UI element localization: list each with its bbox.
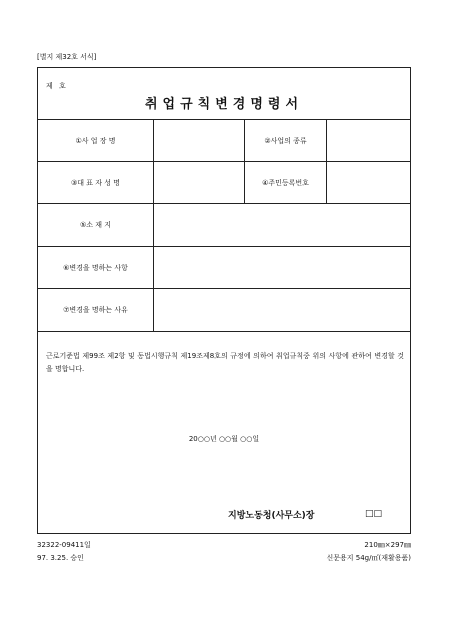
changes-ordered-field[interactable] — [154, 247, 410, 288]
order-statement: 근로기준법 제99조 제2항 및 동법시행규칙 제19조제8호의 규정에 의하여 취업규칙중 위의 사항에 관하여 변경할 것을 명합니다. — [46, 352, 404, 373]
reason-field[interactable] — [154, 289, 410, 331]
document-title: 취업규칙변경명령서 — [144, 97, 304, 112]
representative-field[interactable] — [154, 162, 244, 203]
business-type-label: ②사업의 종류 — [264, 136, 307, 145]
changes-ordered-label: ⑥변경을 명하는 사항 — [63, 263, 128, 272]
representative-label: ③대 표 자 성 명 — [71, 178, 120, 187]
doc-number-label: 제 호 — [46, 82, 68, 90]
divider — [37, 331, 411, 332]
reason-label: ⑦변경을 명하는 사유 — [63, 306, 128, 314]
form-label: [별지 제32호 서식] — [37, 53, 97, 61]
resident-number-field[interactable] — [327, 162, 410, 203]
business-name-field[interactable] — [154, 120, 244, 161]
issuer-name: 지방노동청(사무소)장 — [228, 511, 315, 521]
paper-size: 210㎜×297㎜ — [364, 541, 411, 549]
address-label: ⑤소 재 지 — [79, 221, 111, 229]
business-type-field[interactable] — [327, 120, 410, 161]
seal-placeholder: □□ — [365, 509, 383, 519]
issue-date: 20○○년 ○○월 ○○일 — [188, 435, 260, 443]
form-code: 32322-09411일 — [37, 541, 91, 549]
paper-spec: 신문용지 54g/㎡(재활용품) — [326, 554, 411, 562]
address-field[interactable] — [154, 204, 410, 246]
business-name-label: ①사 업 장 명 — [75, 136, 116, 145]
resident-number-label: ④주민등록번호 — [262, 178, 309, 187]
approval-date: 97. 3.25. 승인 — [37, 554, 84, 562]
